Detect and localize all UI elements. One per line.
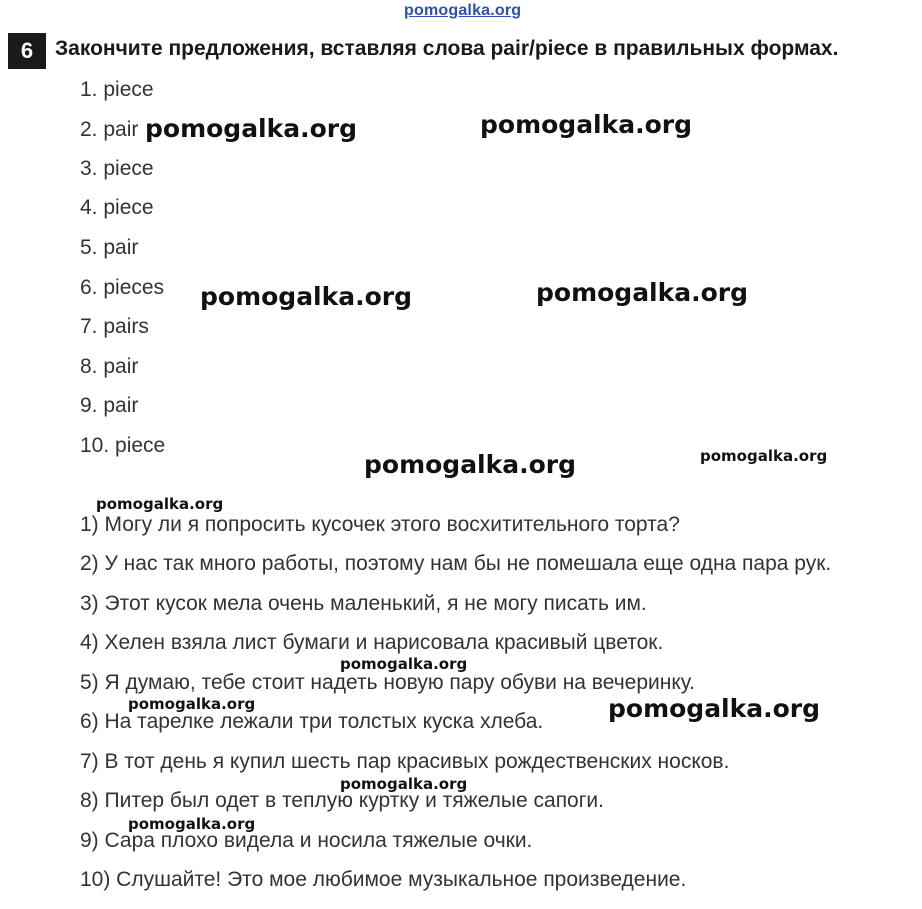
watermark: pomogalka.org bbox=[700, 447, 828, 465]
translation-sentence: 2) У нас так много работы, поэтому нам бы не помешала еще одна пара рук. bbox=[80, 552, 832, 575]
exercise-title: Закончите предложения, вставляя слова pair/piece в правильных формах. bbox=[55, 37, 839, 60]
translation-sentence: 8) Питер был одет в теплую куртку и тяжелые сапоги. bbox=[80, 789, 604, 812]
translation-sentence: 4) Хелен взяла лист бумаги и нарисовала красивый цветок. bbox=[80, 631, 664, 654]
watermark: pomogalka.org bbox=[364, 450, 577, 479]
watermark: pomogalka.org bbox=[200, 282, 413, 311]
answer-item: 10. piece bbox=[80, 434, 166, 457]
translation-sentence: 3) Этот кусок мела очень маленький, я не могу писать им. bbox=[80, 592, 647, 615]
watermark: pomogalka.org bbox=[128, 815, 256, 833]
answer-item: 8. pair bbox=[80, 355, 139, 378]
watermark: pomogalka.org bbox=[145, 114, 358, 143]
answer-item: 9. pair bbox=[80, 394, 139, 417]
answer-item: 5. pair bbox=[80, 236, 139, 259]
translation-sentence: 1) Могу ли я попросить кусочек этого восхитительного торта? bbox=[80, 513, 680, 536]
translation-sentence: 10) Слушайте! Это мое любимое музыкальное произведение. bbox=[80, 868, 687, 891]
answer-item: 6. pieces bbox=[80, 276, 165, 299]
site-link[interactable]: pomogalka.org bbox=[404, 2, 522, 19]
watermark: pomogalka.org bbox=[128, 695, 256, 713]
watermark: pomogalka.org bbox=[536, 278, 749, 307]
watermark: pomogalka.org bbox=[96, 495, 224, 513]
answer-item: 7. pairs bbox=[80, 315, 149, 338]
watermark: pomogalka.org bbox=[480, 110, 693, 139]
exercise-number-badge: 6 bbox=[8, 33, 46, 69]
answer-item: 4. piece bbox=[80, 196, 154, 219]
answer-item: 3. piece bbox=[80, 157, 154, 180]
answer-item: 1. piece bbox=[80, 78, 154, 101]
watermark: pomogalka.org bbox=[608, 694, 821, 723]
answer-item: 2. pair bbox=[80, 118, 139, 141]
watermark: pomogalka.org bbox=[340, 655, 468, 673]
watermark: pomogalka.org bbox=[340, 775, 468, 793]
translation-sentence: 9) Сара плохо видела и носила тяжелые очки. bbox=[80, 829, 533, 852]
translation-sentence: 6) На тарелке лежали три толстых куска хлеба. bbox=[80, 710, 544, 733]
translation-sentence: 5) Я думаю, тебе стоит надеть новую пару обуви на вечеринку. bbox=[80, 671, 695, 694]
translation-sentence: 7) В тот день я купил шесть пар красивых рождественских носков. bbox=[80, 750, 730, 773]
